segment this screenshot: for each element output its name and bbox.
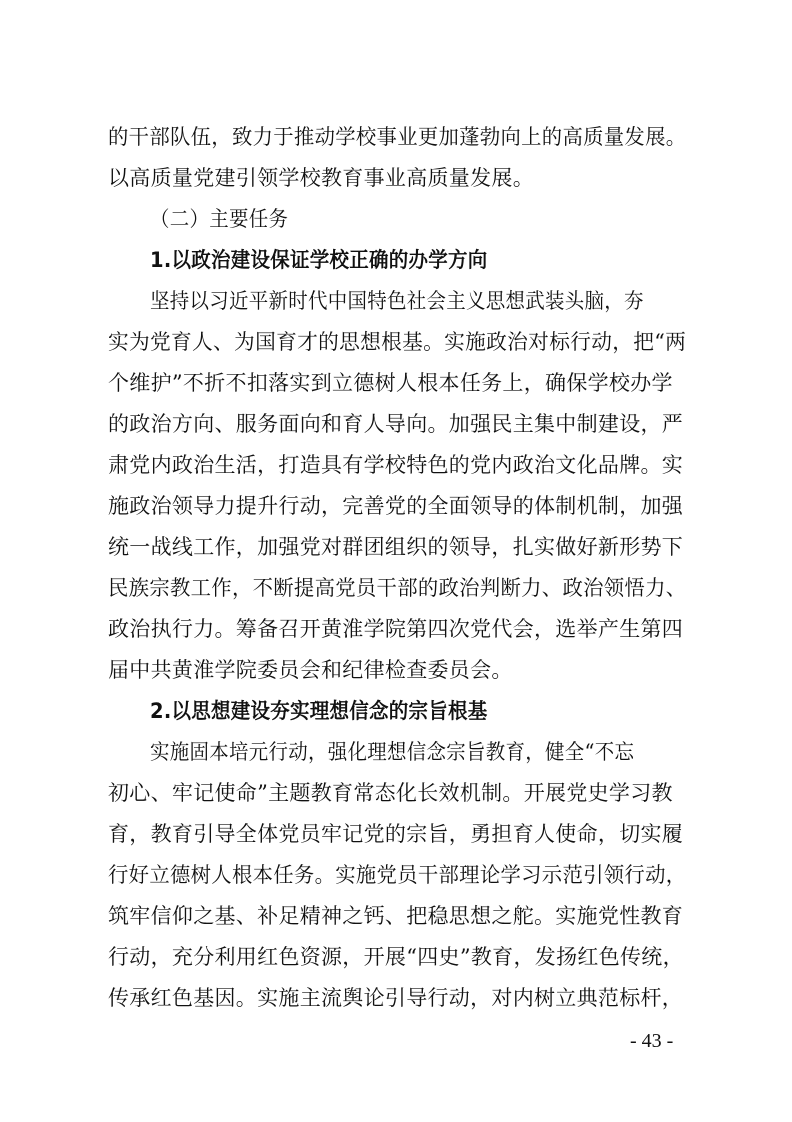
paragraph-line: 民族宗教工作，不断提高党员干部的政治判断力、政治领悟力、 [108, 576, 687, 600]
paragraph-line: 坚持以习近平新时代中国特色社会主义思想武装头脑，夯 [150, 289, 644, 313]
subsection-heading: 1.以政治建设保证学校正确的办学方向 [150, 248, 488, 272]
section-heading: （二）主要任务 [150, 207, 289, 231]
paragraph-line: 筑牢信仰之基、补足精神之钙、把稳思想之舵。实施党性教育 [108, 904, 684, 928]
paragraph-line: 个维护”不折不扣落实到立德树人根本任务上，确保学校办学 [108, 371, 673, 395]
subsection-heading: 2.以思想建设夯实理想信念的宗旨根基 [150, 699, 488, 723]
paragraph-line: 统一战线工作，加强党对群团组织的领导，扎实做好新形势下 [108, 535, 684, 559]
page-number: - 43 - [630, 1030, 674, 1052]
paragraph-line: 的干部队伍，致力于推动学校事业更加蓬勃向上的高质量发展。 [108, 125, 687, 149]
paragraph-line: 实为党育人、为国育才的思想根基。实施政治对标行动，把“两 [108, 330, 687, 354]
paragraph-line: 行动，充分利用红色资源，开展“四史”教育，发扬红色传统， [108, 945, 684, 969]
paragraph-line: 初心、牢记使命”主题教育常态化长效机制。开展党史学习教 [108, 781, 673, 805]
paragraph-line: 育，教育引导全体党员牢记党的宗旨，勇担育人使命，切实履 [108, 822, 684, 846]
paragraph-line: 以高质量党建引领学校教育事业高质量发展。 [108, 166, 534, 190]
paragraph-line: 的政治方向、服务面向和育人导向。加强民主集中制建设，严 [108, 412, 684, 436]
paragraph-line: 传承红色基因。实施主流舆论引导行动，对内树立典范标杆， [108, 986, 684, 1010]
paragraph-line: 行好立德树人根本任务。实施党员干部理论学习示范引领行动， [108, 863, 687, 887]
paragraph-line: 肃党内政治生活，打造具有学校特色的党内政治文化品牌。实 [108, 453, 684, 477]
paragraph-line: 政治执行力。筹备召开黄淮学院第四次党代会，选举产生第四 [108, 617, 684, 641]
paragraph-line: 施政治领导力提升行动，完善党的全面领导的体制机制，加强 [108, 494, 684, 518]
paragraph-line: 届中共黄淮学院委员会和纪律检查委员会。 [108, 658, 513, 682]
paragraph-line: 实施固本培元行动，强化理想信念宗旨教育，健全“不忘 [150, 740, 635, 764]
